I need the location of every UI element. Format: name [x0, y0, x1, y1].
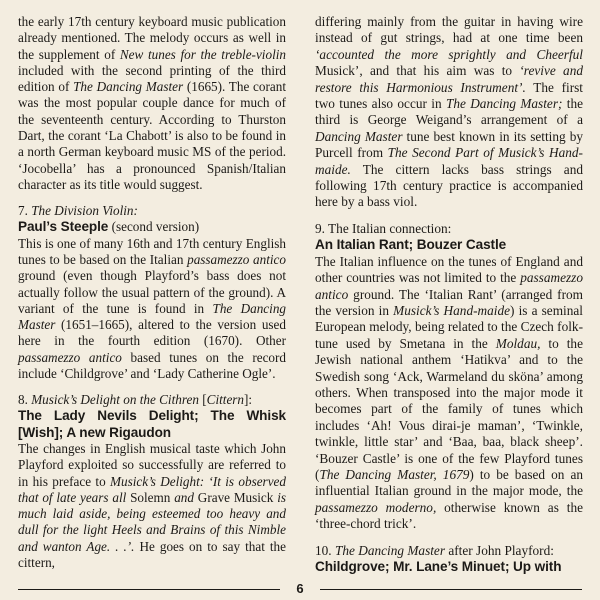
left-text-run: Musick’s Delight: [109, 473, 205, 489]
right-text-run: Musick’, and that his aim was to [315, 63, 520, 79]
right-text-run: ) is a seminal European melody, being related to the Czech folk-tune used by Smetana in the [315, 302, 583, 351]
left-text-run: The Division Violin: [31, 203, 138, 219]
left-text-run: New tunes for the treble-violin [119, 46, 286, 62]
left-text-run: Solemn [126, 489, 175, 505]
left-text-run: The Dancing Master [73, 79, 184, 95]
right-text-run: ground. The ‘Italian Rant’ (arranged from the version in [315, 286, 583, 318]
left-text-run: passamezzo antico [18, 349, 122, 365]
left-text-run: Grave Musick [193, 489, 278, 505]
left-paragraph-1 [18, 14, 286, 193]
left-text-run: the early 17th century keyboard music publication already mentioned. The melody occurs as well in the supplement of [18, 14, 286, 62]
left-text-run: and [174, 489, 194, 505]
right-text-run: The Italian influence on the tunes of England and other countries was not limited to the [315, 253, 583, 286]
left-text-run: This is one of many 16th and 17th century English tunes to be based on the Italian [18, 235, 286, 267]
left-text-run: passamezzo antico [187, 251, 286, 267]
right-text-run: after John Playford: [445, 542, 554, 558]
left-text-run: (second version) [108, 219, 200, 235]
left-text-run: is much laid aside, being esteemed too heavy and dull for the light Heels and Brains of this Nimble and wanton Age. . .’. [18, 489, 286, 554]
left-text-run: The Dancing Master [18, 300, 287, 333]
page-footer [18, 582, 582, 596]
right-text-run: The Dancing Master; [445, 96, 563, 112]
left-text-run: included with the second printing of the third edition of [18, 62, 286, 95]
left-text-run: The changes in English musical taste which John Playford exploited so successfully are referred to in his preface to [18, 441, 286, 489]
right-paragraph-4 [315, 254, 583, 533]
right-text-run: The first two tunes also occur in [315, 79, 584, 112]
left-text-run: ground (even though Playford’s bass does not actually follow the usual pattern of the ground). A variant of the tune is found in [18, 268, 286, 316]
right-text-run: ‘accounted the more sprightly and Cheerful [315, 46, 583, 62]
right-paragraph-2 [315, 221, 583, 237]
right-text-run: Musick’s Hand-maide [393, 302, 511, 318]
right-text-run: 10. [315, 542, 335, 558]
left-text-run: Musick’s Delight on the Cithren [31, 392, 199, 408]
right-text-run: to the Jewish national anthem ‘Hatikva’ and to the Swedish song ‘Ack, Warmeland du sköna’ among others. When transposed into the major mode it becomes part of the family of tunes which includes ‘Ah! Vous dirai-je maman’, ‘Twinkle, twinkle, little star’ and ‘Baa, baa, black sheep’. ‘Bouzer Castle’ is one of the few Playford tunes ( [315, 335, 583, 482]
left-text-run: based tunes on the record include ‘Childgrove’ and ‘Lady Catherine Ogle’. [18, 349, 286, 381]
left-column [18, 14, 286, 571]
right-text-run: The Second Part of Musick’s Hand-maide. [315, 145, 583, 177]
left-paragraph-6 [18, 408, 286, 441]
right-text-run: Moldau, [495, 335, 541, 351]
left-text-run: Cittern [206, 392, 245, 408]
left-text-run: The Lady Nevils Delight; The Whisk [Wish]; A new Rigaudon [18, 408, 286, 440]
right-text-run: Childgrove; Mr. Lane’s Minuet; Up with [315, 559, 562, 574]
right-text-run: passamezzo moderno, [315, 499, 437, 515]
right-text-run: The Dancing Master, 1679 [319, 466, 470, 482]
right-text-run: Dancing Master [315, 128, 403, 144]
left-text-run: 7. [18, 203, 32, 219]
left-text-run: He goes on to say that the cittern, [18, 538, 286, 570]
right-text-run: ‘revive and restore this Harmonious Instrument’. [315, 63, 583, 95]
left-text-run: (1651–1665), altered to the version used here in the fourth edition (1670). Other [18, 317, 286, 349]
left-text-run: 8. [18, 392, 32, 408]
right-text-run: The Dancing Master [334, 542, 446, 558]
left-text-run: (1665). The corant was the most popular couple dance for much of the seventeenth century. According to Thurston Dart, the corant ‘La Chabott’ is also to be found in a north German keyboard music MS of the period. ‘Jocobella’ has a pronounced Spanish/Italian character as its title would suggest. [18, 79, 286, 192]
right-text-run: passamezzo antico [315, 270, 583, 302]
right-column [315, 14, 583, 575]
right-text-run: otherwise known as the ‘three-chord trick’. [315, 499, 584, 532]
footer-rule-right [320, 589, 582, 590]
right-paragraph-3 [315, 237, 583, 253]
left-paragraph-5 [18, 392, 286, 408]
left-paragraph-2 [18, 203, 286, 219]
right-text-run: An Italian Rant; Bouzer Castle [315, 237, 507, 253]
right-text-run: differing mainly from the guitar in having wire instead of gut strings, had at one time been [315, 14, 583, 46]
page-number: 6 [296, 581, 304, 596]
left-text-run: Paul’s Steeple [18, 219, 109, 235]
left-paragraph-7 [18, 441, 286, 571]
right-paragraph-5 [315, 543, 583, 559]
right-paragraph-1 [315, 14, 583, 211]
right-text-run: 9. The Italian connection: [315, 220, 452, 236]
right-text-run: the third is George Weigand’s arrangement of a [315, 96, 583, 128]
right-paragraph-6 [315, 559, 583, 575]
left-text-run: [ [198, 392, 207, 408]
left-paragraph-4 [18, 236, 286, 383]
left-text-run: ‘It is observed that of late years all [18, 473, 286, 505]
left-paragraph-3 [18, 219, 286, 235]
left-text-run: ]: [244, 392, 253, 408]
right-text-run: tune best known in its setting by Purcell from [315, 128, 583, 161]
right-text-run: ) to be based on an influential Italian ground in the major mode, the [315, 466, 583, 499]
right-text-run: The cittern lacks bass strings and following 17th century practice is accompanied here by a bass viol. [315, 161, 583, 210]
